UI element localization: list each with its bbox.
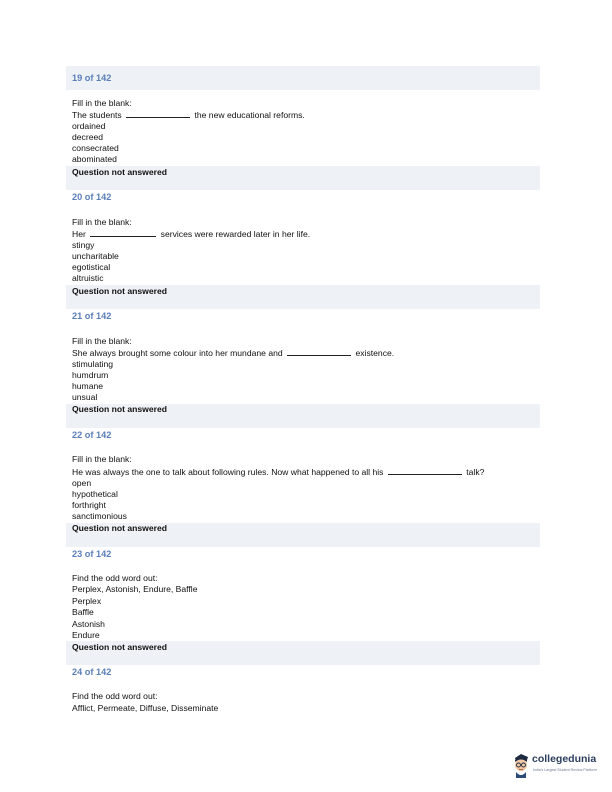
answer-status: Question not answered [72, 167, 168, 177]
option[interactable]: sanctimonious [72, 511, 127, 521]
question-sentence: Afflict, Permeate, Diffuse, Disseminate [72, 703, 219, 713]
sentence-before: Her [72, 229, 86, 239]
answer-blank [388, 466, 462, 475]
option[interactable]: Baffle [72, 607, 94, 617]
option[interactable]: uncharitable [72, 251, 119, 261]
answer-status: Question not answered [72, 404, 168, 414]
logo-tagline: India's Largest Student Review Platform [533, 768, 597, 772]
sentence-after: talk? [466, 467, 485, 477]
question-prompt: Fill in the blank: [72, 336, 132, 346]
option[interactable]: hypothetical [72, 489, 118, 499]
question-prompt: Find the odd word out: [72, 573, 158, 583]
answer-blank [90, 228, 156, 237]
option[interactable]: forthright [72, 500, 106, 510]
question-sentence: Perplex, Astonish, Endure, Baffle [72, 584, 198, 594]
logo-wordmark: collegedunia [532, 753, 597, 765]
question-number: 22 of 142 [72, 430, 112, 440]
option[interactable]: stingy [72, 240, 95, 250]
collegedunia-logo [511, 752, 607, 782]
question-prompt: Fill in the blank: [72, 98, 132, 108]
sentence-after: existence. [355, 348, 395, 358]
question-number: 21 of 142 [72, 311, 112, 321]
option[interactable]: humdrum [72, 370, 109, 380]
question-sentence [72, 347, 394, 359]
option[interactable]: ordained [72, 121, 106, 131]
sentence-after: services were rewarded later in her life. [160, 229, 311, 239]
option[interactable]: consecrated [72, 143, 119, 153]
option[interactable]: humane [72, 381, 104, 391]
mascot-icon [511, 752, 531, 778]
sentence-before: The students [72, 110, 122, 120]
option[interactable]: decreed [72, 132, 104, 142]
option[interactable]: Endure [72, 630, 100, 640]
sentence-after: the new educational reforms. [194, 110, 305, 120]
sentence-before: He was always the one to talk about following rules. Now what happened to all his [72, 467, 384, 477]
question-number: 20 of 142 [72, 192, 112, 202]
answer-blank [287, 347, 351, 356]
option[interactable]: abominated [72, 154, 117, 164]
question-header-19 [66, 66, 540, 90]
answer-status: Question not answered [72, 286, 168, 296]
question-sentence [72, 228, 310, 240]
question-prompt: Fill in the blank: [72, 217, 132, 227]
sentence-before: She always brought some colour into her mundane and [72, 348, 283, 358]
option[interactable]: egotistical [72, 262, 111, 272]
answer-status: Question not answered [72, 523, 168, 533]
option[interactable]: unsual [72, 392, 98, 402]
answer-blank [126, 109, 190, 118]
option[interactable]: open [72, 478, 92, 488]
option[interactable]: altruistic [72, 273, 104, 283]
question-prompt: Find the odd word out: [72, 691, 158, 701]
answer-status: Question not answered [72, 642, 168, 652]
option[interactable]: Astonish [72, 619, 105, 629]
question-sentence [72, 109, 305, 121]
question-number: 24 of 142 [72, 667, 112, 677]
question-prompt: Fill in the blank: [72, 454, 132, 464]
question-number: 23 of 142 [72, 549, 112, 559]
question-number: 19 of 142 [72, 73, 112, 83]
option[interactable]: stimulating [72, 359, 114, 369]
question-sentence [72, 466, 484, 478]
option[interactable]: Perplex [72, 596, 102, 606]
